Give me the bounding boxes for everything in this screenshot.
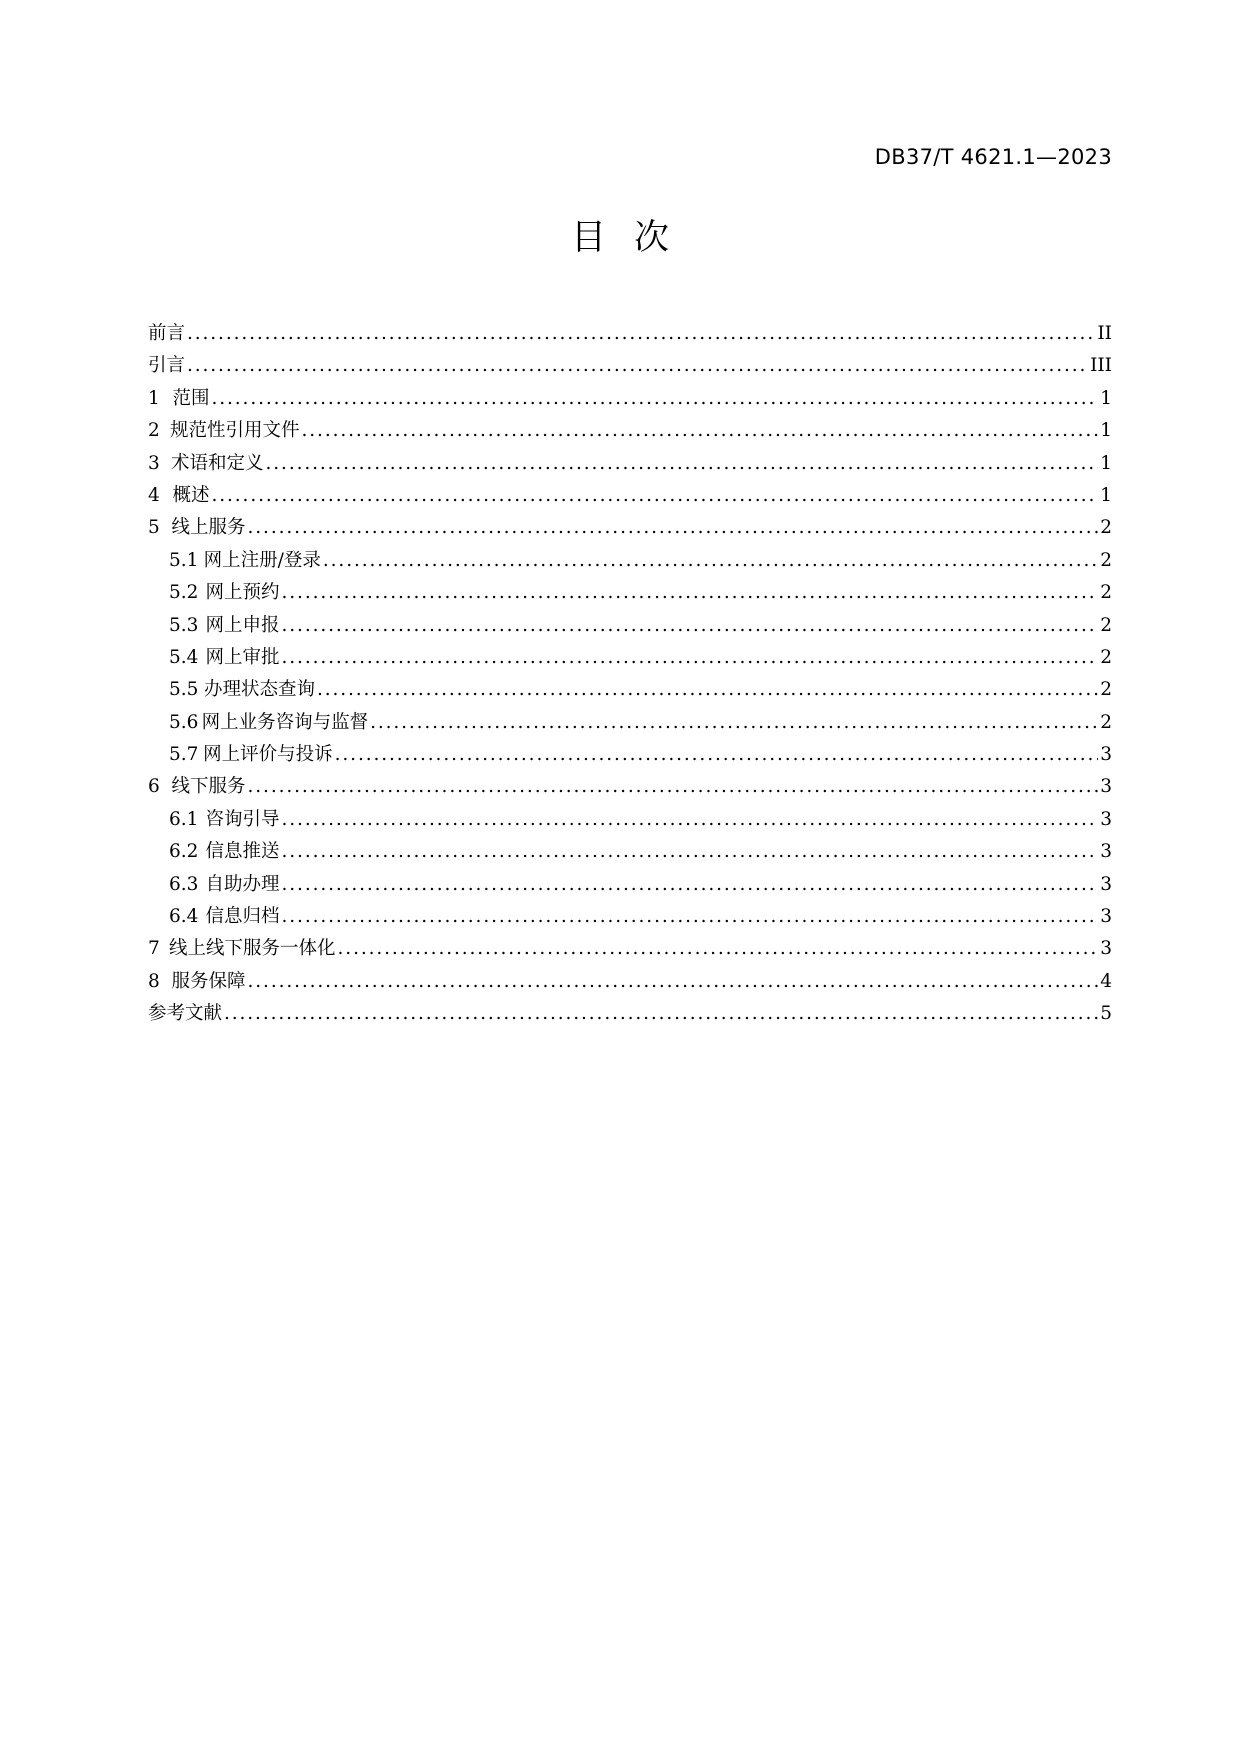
toc-entry-label: 参考文献 xyxy=(148,1003,223,1025)
toc-entry-number: 5.7 xyxy=(169,744,199,766)
dot-leader xyxy=(370,707,1098,739)
dot-leader xyxy=(323,545,1098,577)
dot-leader xyxy=(266,448,1099,480)
toc-entry-page: II xyxy=(1097,323,1112,344)
toc-entry-label: 术语和定义 xyxy=(171,452,264,474)
toc-entry-page: 3 xyxy=(1100,776,1112,798)
toc-entry-label: 线上线下服务一体化 xyxy=(169,938,336,960)
toc-entry-page: 2 xyxy=(1100,614,1112,636)
toc-entry[interactable] xyxy=(148,739,1112,771)
toc-entry-label: 服务保障 xyxy=(171,970,246,992)
toc-entry-label: 概述 xyxy=(172,484,210,506)
dot-leader xyxy=(282,610,1099,642)
toc-entry-label: 规范性引用文件 xyxy=(170,420,300,442)
dot-leader xyxy=(282,869,1099,901)
toc-entry-label: 信息推送 xyxy=(205,841,280,863)
toc-entry[interactable] xyxy=(148,836,1112,868)
toc-entry-page: 1 xyxy=(1100,387,1112,409)
document-code: DB37/T 4621.1—2023 xyxy=(874,145,1112,169)
dot-leader xyxy=(187,350,1088,382)
dot-leader xyxy=(317,674,1098,706)
toc-entry[interactable] xyxy=(148,448,1112,480)
toc-entry[interactable] xyxy=(148,383,1112,415)
title-char-1: 目 xyxy=(570,218,606,258)
toc-entry[interactable] xyxy=(148,642,1112,674)
dot-leader xyxy=(224,998,1098,1030)
toc-entry[interactable] xyxy=(148,545,1112,577)
toc-entry-label: 网上注册/登录 xyxy=(203,549,321,571)
toc-entry-number: 5.1 xyxy=(169,549,199,571)
toc-entry-number: 5.2 xyxy=(169,582,199,604)
toc-entry-number: 5 xyxy=(148,517,160,539)
toc-entry[interactable] xyxy=(148,707,1112,739)
toc-entry[interactable] xyxy=(148,869,1112,901)
toc-entry-page: 1 xyxy=(1100,484,1112,506)
toc-entry[interactable] xyxy=(148,577,1112,609)
dot-leader xyxy=(335,739,1099,771)
toc-entry[interactable] xyxy=(148,415,1112,447)
table-of-contents xyxy=(148,318,1112,1031)
toc-entry-page: 3 xyxy=(1100,906,1112,928)
toc-entry-label: 线下服务 xyxy=(171,776,246,798)
dot-leader xyxy=(282,642,1099,674)
toc-entry[interactable] xyxy=(148,512,1112,544)
toc-entry-number: 4 xyxy=(148,484,160,506)
toc-entry-number: 3 xyxy=(148,452,160,474)
toc-entry-number: 6.2 xyxy=(169,841,199,863)
dot-leader xyxy=(282,836,1099,868)
dot-leader xyxy=(248,966,1099,998)
dot-leader xyxy=(248,512,1099,544)
toc-entry[interactable] xyxy=(148,933,1112,965)
toc-entry[interactable] xyxy=(148,674,1112,706)
toc-entry-label: 网上审批 xyxy=(205,646,280,668)
toc-entry-label: 办理状态查询 xyxy=(203,679,315,701)
dot-leader xyxy=(302,415,1099,447)
toc-entry-page: 2 xyxy=(1100,549,1112,571)
toc-entry-number: 2 xyxy=(148,420,160,442)
toc-entry-label: 线上服务 xyxy=(171,517,246,539)
toc-entry-label: 引言 xyxy=(148,355,186,377)
toc-entry-number: 5.3 xyxy=(169,614,199,636)
dot-leader xyxy=(248,771,1099,803)
toc-entry[interactable] xyxy=(148,318,1112,350)
toc-entry[interactable] xyxy=(148,901,1112,933)
toc-entry-label: 网上预约 xyxy=(205,582,280,604)
toc-entry-label: 网上评价与投诉 xyxy=(203,744,333,766)
toc-entry-label: 自助办理 xyxy=(205,873,280,895)
toc-entry-number: 1 xyxy=(148,387,160,409)
page-title xyxy=(0,210,1240,260)
toc-entry-number: 5.6 xyxy=(169,711,199,733)
toc-entry-page: 3 xyxy=(1100,873,1112,895)
toc-entry-page: 1 xyxy=(1100,420,1112,442)
toc-entry[interactable] xyxy=(148,998,1112,1030)
dot-leader xyxy=(212,480,1099,512)
toc-entry-number: 7 xyxy=(148,938,160,960)
title-char-2: 次 xyxy=(634,218,670,258)
dot-leader xyxy=(282,577,1099,609)
toc-entry-page: 2 xyxy=(1100,679,1112,701)
toc-entry-page: 2 xyxy=(1100,646,1112,668)
toc-entry[interactable] xyxy=(148,480,1112,512)
toc-entry-number: 8 xyxy=(148,970,160,992)
toc-entry[interactable] xyxy=(148,771,1112,803)
toc-entry-page: 3 xyxy=(1100,938,1112,960)
dot-leader xyxy=(282,804,1099,836)
toc-entry-page: 3 xyxy=(1100,744,1112,766)
toc-entry-label: 范围 xyxy=(172,387,210,409)
toc-entry-label: 网上申报 xyxy=(205,614,280,636)
toc-entry-label: 网上业务咨询与监督 xyxy=(201,711,369,733)
toc-entry-page: 4 xyxy=(1100,970,1112,992)
toc-entry-number: 6 xyxy=(148,776,160,798)
dot-leader xyxy=(212,383,1099,415)
toc-entry-page: 2 xyxy=(1100,711,1112,733)
toc-entry-label: 咨询引导 xyxy=(205,808,280,830)
toc-entry-number: 5.5 xyxy=(169,679,199,701)
toc-entry-label: 前言 xyxy=(148,323,186,344)
toc-entry-number: 6.4 xyxy=(169,906,199,928)
toc-entry-label: 信息归档 xyxy=(205,906,280,928)
toc-entry-page: 2 xyxy=(1100,582,1112,604)
toc-entry-page: 3 xyxy=(1100,808,1112,830)
toc-entry-page: 5 xyxy=(1100,1003,1112,1025)
toc-entry-page: III xyxy=(1090,355,1112,377)
dot-leader xyxy=(282,901,1099,933)
toc-entry-number: 5.4 xyxy=(169,646,199,668)
toc-entry[interactable] xyxy=(148,804,1112,836)
toc-entry[interactable] xyxy=(148,350,1112,382)
toc-entry-page: 2 xyxy=(1100,517,1112,539)
dot-leader xyxy=(187,318,1095,350)
toc-entry[interactable] xyxy=(148,966,1112,998)
toc-entry-number: 6.3 xyxy=(169,873,199,895)
toc-entry-number: 6.1 xyxy=(169,808,199,830)
dot-leader xyxy=(338,933,1099,965)
toc-entry-page: 3 xyxy=(1100,841,1112,863)
toc-entry[interactable] xyxy=(148,610,1112,642)
toc-entry-page: 1 xyxy=(1100,452,1112,474)
